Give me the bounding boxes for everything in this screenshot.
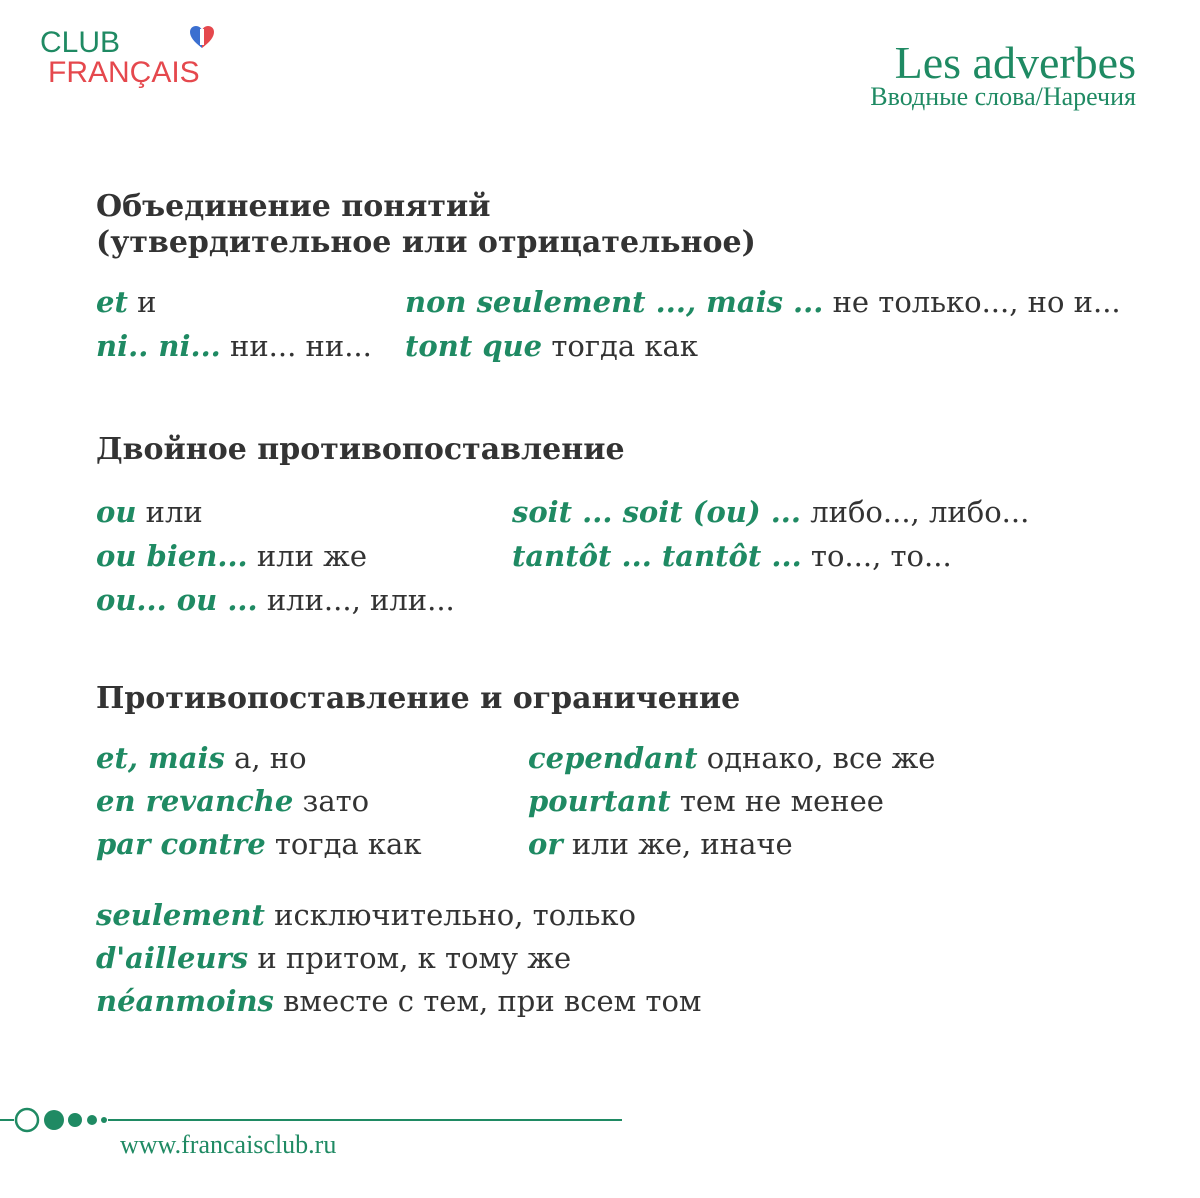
- club-francais-logo: [38, 22, 238, 92]
- page-subtitle: Вводные слова/Наречия: [870, 82, 1136, 111]
- logo-line1: CLUB: [40, 26, 121, 59]
- adverb-term: or: [528, 827, 563, 861]
- adverb-entry: [96, 582, 455, 618]
- adverb-entry: [96, 328, 372, 364]
- adverb-term: néanmoins: [96, 984, 274, 1018]
- adverb-entry: [405, 284, 1121, 320]
- adverb-term: soit ... soit (ou) ...: [512, 495, 801, 529]
- adverb-translation: или же: [256, 539, 368, 573]
- adverb-translation: исключительно, только: [274, 898, 636, 932]
- section-heading: (утвердительное или отрицательное): [96, 225, 756, 260]
- adverb-term: tantôt ... tantôt ...: [512, 539, 802, 573]
- website-url[interactable]: www.francaisclub.ru: [120, 1130, 337, 1159]
- adverb-term: ou bien...: [96, 539, 248, 573]
- adverb-translation: то..., то...: [810, 539, 952, 573]
- adverb-entry: [512, 538, 952, 574]
- adverb-translation: и: [137, 285, 157, 319]
- adverb-translation: или..., или...: [266, 583, 455, 617]
- adverb-term: par contre: [96, 827, 266, 861]
- adverb-entry: [405, 328, 698, 364]
- adverb-term: et, mais: [96, 741, 225, 775]
- logo-graphic: [38, 22, 238, 92]
- adverb-translation: или же, иначе: [571, 827, 793, 861]
- heart-french-flag-icon: [190, 26, 214, 48]
- section-heading: Объединение понятий: [96, 189, 491, 224]
- adverb-term: tont que: [405, 329, 543, 363]
- adverb-term: ou... ou ...: [96, 583, 258, 617]
- adverb-translation: тогда как: [274, 827, 422, 861]
- adverb-translation: не только..., но и...: [832, 285, 1121, 319]
- adverb-translation: ни... ни...: [230, 329, 372, 363]
- adverb-term: seulement: [96, 898, 265, 932]
- adverb-term: en revanche: [96, 784, 294, 818]
- adverb-translation: а, но: [234, 741, 307, 775]
- adverb-translation: либо..., либо...: [810, 495, 1030, 529]
- adverb-term: non seulement ..., mais ...: [405, 285, 824, 319]
- adverb-term: pourtant: [528, 784, 671, 818]
- adverb-entry: [96, 783, 369, 819]
- adverb-translation: вместе с тем, при всем том: [283, 984, 702, 1018]
- adverb-term: et: [96, 285, 128, 319]
- adverb-term: d'ailleurs: [96, 941, 249, 975]
- adverb-entry: [96, 897, 636, 933]
- adverb-entry: [96, 284, 156, 320]
- section-heading: Двойное противопоставление: [96, 432, 625, 467]
- adverb-term: ou: [96, 495, 137, 529]
- section-heading: Противопоставление и ограничение: [96, 681, 741, 716]
- adverb-entry: [528, 826, 793, 862]
- logo-line2: FRANÇAIS: [48, 56, 200, 89]
- adverb-term: ni.. ni...: [96, 329, 221, 363]
- adverb-translation: тем не менее: [679, 784, 884, 818]
- adverb-translation: тогда как: [551, 329, 698, 363]
- adverb-translation: однако, все же: [706, 741, 936, 775]
- adverb-translation: и притом, к тому же: [257, 941, 572, 975]
- adverb-entry: [96, 983, 701, 1019]
- adverb-entry: [528, 740, 935, 776]
- adverb-translation: или: [145, 495, 203, 529]
- page-title: Les adverbes: [894, 37, 1136, 88]
- adverb-entry: [96, 538, 367, 574]
- adverb-entry: [96, 740, 307, 776]
- adverb-entry: [512, 494, 1029, 530]
- adverb-term: cependant: [528, 741, 698, 775]
- adverb-entry: [96, 826, 421, 862]
- adverb-entry: [528, 783, 884, 819]
- adverb-entry: [96, 494, 203, 530]
- adverb-entry: [96, 940, 571, 976]
- adverb-translation: зато: [302, 784, 370, 818]
